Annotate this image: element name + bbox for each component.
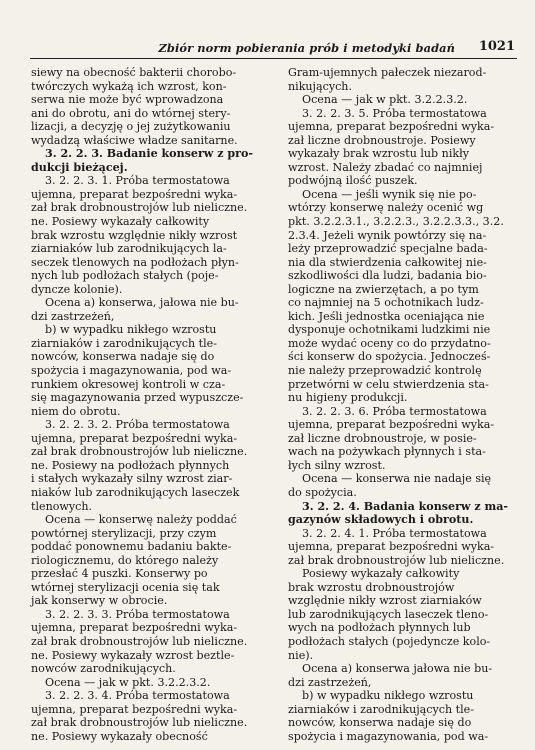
right-column-line: wych na podłożach płynnych lub bbox=[288, 621, 471, 635]
right-column-line: Gram-ujemnych pałeczek niezarod- bbox=[288, 66, 487, 79]
right-column-line: zał liczne drobnoustroje. Posiewy bbox=[288, 133, 476, 147]
left-column-line: i stałych wykazały silny wzrost ziar- bbox=[31, 472, 233, 486]
right-column-line: kich. Jeśli jednostka oceniająca nie bbox=[288, 309, 485, 323]
right-column-line: Ocena — konserwa nie nadaje się bbox=[302, 472, 492, 486]
right-column-line: 3. 2. 2. 3. 6. Próba termostatowa bbox=[302, 404, 487, 418]
right-column-line: 2.3.4. Jeżeli wynik powtórzy się na- bbox=[288, 228, 487, 242]
right-column-line: lub zarodnikujących laseczek tleno- bbox=[288, 607, 489, 621]
left-column-line: ujemna, preparat bezpośredni wyka- bbox=[31, 187, 238, 201]
right-column-line: zał brak drobnoustrojów lub nieliczne. bbox=[288, 553, 505, 567]
left-column-line: ani do obrotu, ani do wtórnej stery- bbox=[31, 106, 231, 120]
left-column-line: powtórnej sterylizacji, przy czym bbox=[31, 526, 217, 540]
left-column-line: seczek tlenowych na podłożach płyn- bbox=[31, 255, 239, 269]
right-column-line: względnie nikły wzrost ziarniaków bbox=[288, 594, 482, 608]
left-column-line: brak wzrostu względnie nikły wzrost bbox=[31, 228, 238, 242]
right-column-line: nie należy przeprowadzić kontrolę bbox=[288, 364, 482, 378]
right-column-line: leży przeprowadzić specjalne bada- bbox=[288, 242, 488, 256]
left-column-line: ne. Posiewy na podłożach płynnych bbox=[31, 458, 230, 472]
left-column-line: ziarniaków i zarodnikujących tle- bbox=[31, 336, 217, 350]
running-title: Zbiór norm pobierania prób i metodyki badań bbox=[158, 41, 455, 55]
right-column-line: logiczne na zwierzętach, a po tym bbox=[288, 282, 479, 296]
right-column-line: 3. 2. 2. 4. Badania konserw z ma- bbox=[302, 499, 509, 513]
left-column-line: runkiem okresowej kontroli w cza- bbox=[31, 377, 226, 391]
left-column-line: niaków lub zarodnikujących laseczek bbox=[31, 485, 240, 499]
right-column-line: dzi zastrzeżeń, bbox=[288, 675, 372, 689]
left-column-line: 3. 2. 2. 3. 3. Próba termostatowa bbox=[45, 607, 230, 621]
left-column-line: zał brak drobnoustrojów lub nieliczne. bbox=[31, 445, 248, 459]
left-column-line: siewy na obecność bakterii chorobo- bbox=[31, 66, 237, 79]
left-column-line: lizacji, a decyzję o jej zużytkowaniu bbox=[31, 120, 231, 134]
right-column-line: nowców, konserwa nadaje się do bbox=[288, 716, 472, 730]
left-column-line: tlenowych. bbox=[31, 499, 93, 513]
left-column-line: b) w wypadku nikłego wzrostu bbox=[45, 323, 217, 337]
left-column-line: wtórnej sterylizacji ocenia się tak bbox=[31, 580, 220, 594]
right-column-line: ujemna, preparat bezpośredni wyka- bbox=[288, 540, 495, 554]
page-number: 1021 bbox=[478, 39, 515, 54]
left-column-line: ne. Posiewy wykazały wzrost beztle- bbox=[31, 648, 235, 662]
right-column-line: 3. 2. 2. 3. 5. Próba termostatowa bbox=[302, 106, 487, 120]
left-column-line: ujemna, preparat bezpośredni wyka- bbox=[31, 431, 238, 445]
left-column-line: nych lub podłożach stałych (poje- bbox=[31, 269, 219, 283]
left-column-line: ziarniaków lub zarodnikujących la- bbox=[31, 242, 227, 256]
left-column-line: twórczych wykażą ich wzrost, kon- bbox=[31, 79, 227, 93]
left-column-line: wydadzą właściwe władze sanitarne. bbox=[31, 133, 238, 147]
left-column-line: Ocena — konserwę należy poddać bbox=[45, 513, 237, 527]
left-column-line: 3. 2. 2. 3. 4. Próba termostatowa bbox=[45, 689, 230, 703]
right-column-line: ści konserw do spożycia. Jednocześ- bbox=[288, 350, 491, 364]
right-column-line: przetwórni w celu stwierdzenia sta- bbox=[288, 377, 489, 391]
left-column-line: spożycia i magazynowania, pod wa- bbox=[31, 364, 232, 378]
left-column-line: dukcji bieżącej. bbox=[31, 160, 128, 174]
right-column-line: wach na pożywkach płynnych i sta- bbox=[288, 445, 486, 459]
right-text-column bbox=[288, 66, 518, 743]
right-column-line: podwójną ilość puszek. bbox=[288, 174, 418, 188]
right-column-line: 3. 2. 2. 4. 1. Próba termostatowa bbox=[302, 526, 487, 540]
left-column-line: ne. Posiewy wykazały całkowity bbox=[31, 215, 210, 229]
left-column-line: 3. 2. 2. 3. Badanie konserw z pro- bbox=[45, 147, 253, 161]
right-column-line: może wydać oceny co do przydatno- bbox=[288, 336, 491, 350]
right-column-line: podłożach stałych (pojedyncze kolo- bbox=[288, 634, 491, 648]
left-column-line: się magazynowania przed wypuszcze- bbox=[31, 391, 244, 405]
right-column-line: zał liczne drobnoustroje, w posie- bbox=[288, 431, 477, 445]
right-column-line: pkt. 3.2.2.3.1., 3.2.2.3., 3.2.2.3.3., 3.2. bbox=[288, 215, 504, 229]
left-column-line: nowców, konserwa nadaje się do bbox=[31, 350, 215, 364]
left-column-line: dzi zastrzeżeń, bbox=[31, 309, 115, 323]
right-column-line: łych silny wzrost. bbox=[288, 458, 386, 472]
left-column-line: dyncze kolonie). bbox=[31, 282, 123, 296]
page-header bbox=[30, 36, 517, 59]
left-column-line: zał brak drobnoustrojów lub nieliczne. bbox=[31, 201, 248, 215]
left-column-line: nowców zarodnikujących. bbox=[31, 662, 176, 676]
right-column-line: spożycia i magazynowania, pod wa- bbox=[288, 729, 489, 743]
left-column-line: 3. 2. 2. 3. 2. Próba termostatowa bbox=[45, 418, 230, 432]
left-column-line: poddać ponownemu badaniu bakte- bbox=[31, 540, 232, 554]
right-column-line: Posiewy wykazały całkowity bbox=[302, 567, 460, 581]
right-column-line: nikujących. bbox=[288, 79, 352, 93]
left-column-line: zał brak drobnoustrojów lub nieliczne. bbox=[31, 634, 248, 648]
left-column-line: jak konserwy w obrocie. bbox=[31, 594, 168, 608]
right-column-line: nia dla stwierdzenia całkowitej nie- bbox=[288, 255, 487, 269]
right-column-line: nie). bbox=[288, 648, 314, 662]
right-column-line: nu higieny produkcji. bbox=[288, 391, 408, 405]
right-column-line: co najmniej na 5 ochotnikach ludz- bbox=[288, 296, 484, 310]
right-column-line: b) w wypadku nikłego wzrostu bbox=[302, 689, 474, 703]
left-column-line: ne. Posiewy wykazały obecność bbox=[31, 729, 208, 743]
right-column-line: do spożycia. bbox=[288, 485, 357, 499]
right-column-line: ujemna, preparat bezpośredni wyka- bbox=[288, 120, 495, 134]
right-column-line: wzrost. Należy zbadać co najmniej bbox=[288, 160, 483, 174]
left-column-line: przesłać 4 puszki. Konserwy po bbox=[31, 567, 208, 581]
left-column-line: zał brak drobnoustrojów lub nieliczne. bbox=[31, 716, 248, 730]
left-column-line: Ocena — jak w pkt. 3.2.2.3.2. bbox=[45, 675, 211, 689]
right-column-line: Ocena — jeśli wynik się nie po- bbox=[302, 187, 477, 201]
left-column-line: serwa nie może być wprowadzona bbox=[31, 93, 224, 107]
right-column-line: ziarniaków i zarodnikujących tle- bbox=[288, 702, 474, 716]
right-column-line: gazynów składowych i obrotu. bbox=[288, 513, 474, 527]
left-column-line: 3. 2. 2. 3. 1. Próba termostatowa bbox=[45, 174, 230, 188]
right-column-line: dysponuje ochotnikami ludzkimi nie bbox=[288, 323, 491, 337]
left-column-line: niem do obrotu. bbox=[31, 404, 121, 418]
left-text-column bbox=[31, 66, 269, 743]
right-column-line: brak wzrostu drobnoustrojów bbox=[288, 580, 455, 594]
right-column-line: Ocena — jak w pkt. 3.2.2.3.2. bbox=[302, 93, 468, 107]
left-column-line: Ocena a) konserwa, jałowa nie bu- bbox=[45, 296, 239, 310]
right-column-line: wykazały brak wzrostu lub nikły bbox=[288, 147, 469, 161]
left-column-line: ujemna, preparat bezpośredni wyka- bbox=[31, 621, 238, 635]
right-column-line: Ocena a) konserwa jałowa nie bu- bbox=[302, 662, 493, 676]
right-column-line: ujemna, preparat bezpośredni wyka- bbox=[288, 418, 495, 432]
left-column-line: ujemna, preparat bezpośredni wyka- bbox=[31, 702, 238, 716]
left-column-line: riologicznemu, do którego należy bbox=[31, 553, 219, 567]
right-column-line: wtórzy konserwę należy ocenić wg bbox=[288, 201, 484, 215]
right-column-line: szkodliwości dla ludzi, badania bio- bbox=[288, 269, 487, 283]
